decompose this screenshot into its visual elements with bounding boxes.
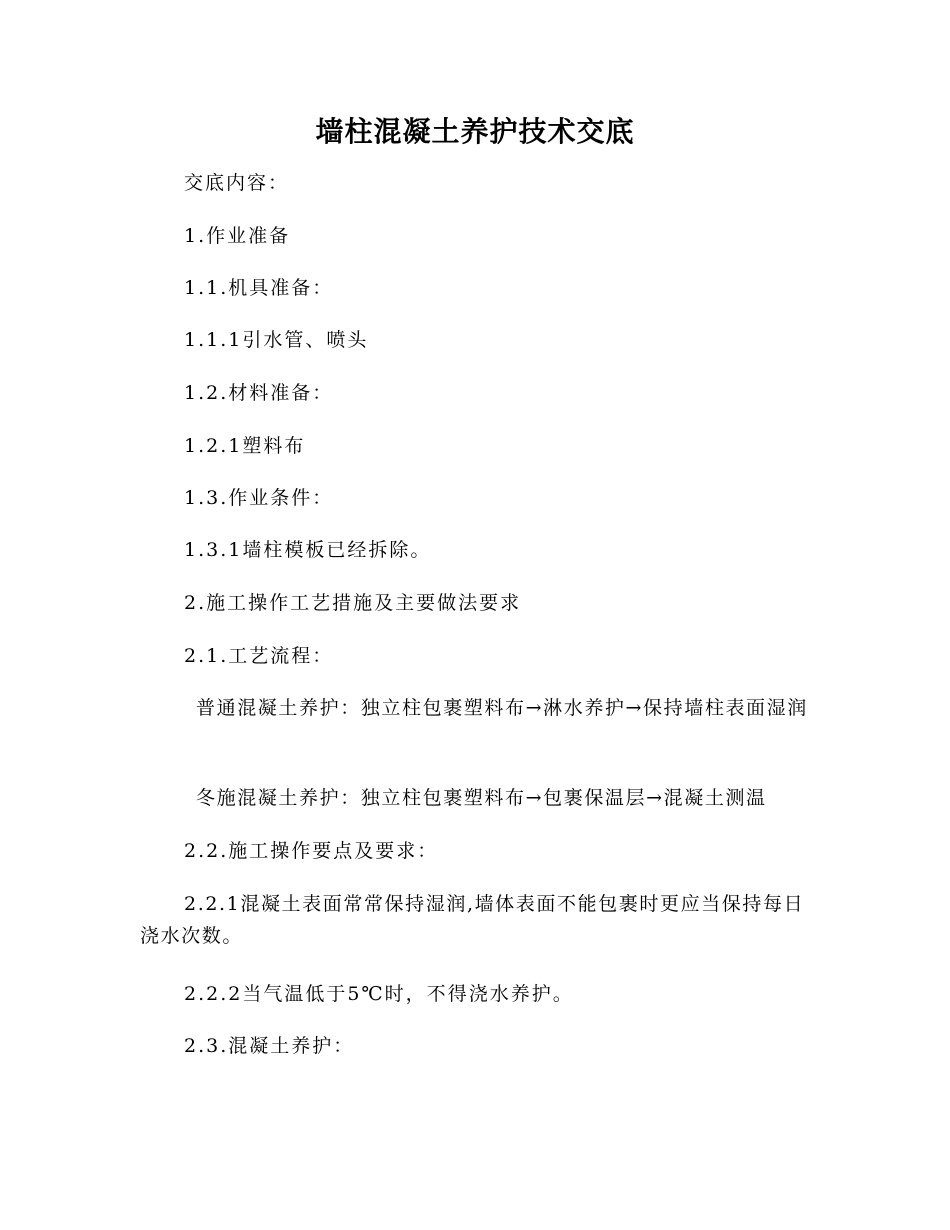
paragraph-2-3: 2.3.混凝土养护： — [184, 1035, 355, 1057]
paragraph-1-3-1: 1.3.1墙柱模板已经拆除。 — [184, 539, 432, 561]
paragraph-1: 1.作业准备 — [184, 225, 291, 247]
paragraph-2-2-1: 2.2.1混凝土表面常常保持湿润,墙体表面不能包裹时更应当保持每日浇水次数。 — [140, 893, 805, 947]
paragraph-2: 2.施工操作工艺措施及主要做法要求 — [184, 592, 522, 614]
paragraph-2-1: 2.1.工艺流程： — [184, 645, 334, 667]
paragraph-2-2: 2.2.施工操作要点及要求： — [184, 840, 439, 862]
paragraph-1-1-1: 1.1.1引水管、喷头 — [184, 329, 369, 351]
paragraph-2-2-2: 2.2.2当气温低于5℃时，不得浇水养护。 — [184, 983, 574, 1005]
paragraph-flow-winter: 冬施混凝土养护：独立柱包裹塑料布→包裹保温层→混凝土测温 — [196, 787, 767, 809]
paragraph-flow-normal: 普通混凝土养护：独立柱包裹塑料布→淋水养护→保持墙柱表面湿润 — [196, 697, 808, 719]
paragraph-1-1: 1.1.机具准备： — [184, 277, 334, 299]
paragraph-1-2: 1.2.材料准备： — [184, 382, 334, 404]
document-title: 墙柱混凝土养护技术交底 — [315, 115, 635, 148]
paragraph-intro: 交底内容： — [184, 172, 290, 194]
paragraph-1-3: 1.3.作业条件： — [184, 487, 334, 509]
paragraph-1-2-1: 1.2.1塑料布 — [184, 435, 306, 457]
